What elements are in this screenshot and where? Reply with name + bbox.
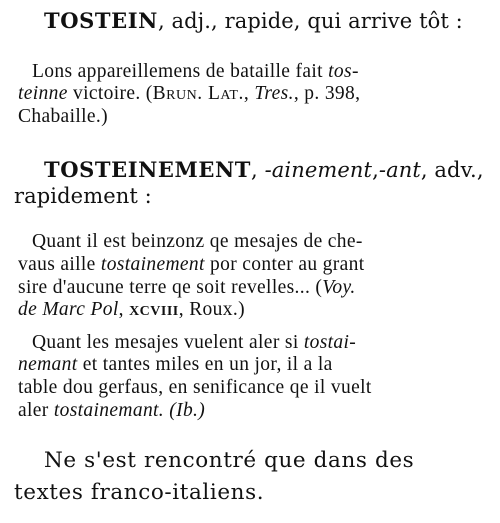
citation-italic: nemant [18,354,78,375]
citation-text: , [118,299,130,320]
citation-work: Tres. [254,83,294,104]
definition-tosteinement: rapidement : [14,184,152,208]
citation-line [32,332,356,354]
citation-text: Quant les mesajes vuelent aler si [32,332,304,353]
citation-italic: tostainemant. (Ib.) [53,400,206,421]
citation-text: sire d'aucune terre qe soit revelles... ( [18,277,323,298]
citation-source: de Marc Pol [18,299,119,320]
citation-author: Brun. Lat. [152,83,244,104]
citation-line: table dou gerfaus, en senificance qe il vuelt [18,377,372,398]
citation-line [32,61,359,83]
note-line: textes franco-italiens. [14,480,265,505]
citation-page: , p. 398, [293,83,361,104]
citation-text: victoire. ( [67,83,153,104]
citation-line [18,299,245,321]
citation-italic: tos- [328,61,359,82]
header-sep: , [372,158,379,182]
headword-tostein: TOSTEIN [44,8,158,33]
citation-line [18,106,108,128]
citation-text: et tantes miles en un jor, il a la [77,354,333,375]
citation-italic: tostainement [100,254,205,275]
citation-text: aler [18,400,54,421]
entry-tosteinement-header [44,157,484,182]
citation-line [18,400,205,422]
citation-text: Chabaille.) [18,106,108,127]
citation-text: Lons appareillemens de bataille fait [32,61,329,82]
citation-text: vaus aille [18,254,101,275]
definition-tostein: , adj., rapide, qui arrive tôt : [157,9,463,33]
variant-ainement: -ainement [264,158,373,182]
citation-line [18,254,364,276]
variant-ant: -ant [378,158,421,182]
citation-text: , Roux.) [178,299,245,320]
citation-italic: Voy. [322,277,356,298]
citation-chapter: xcviii [129,299,179,320]
citation-italic: tostai- [303,332,357,353]
citation-line [18,354,333,376]
citation-text: , [243,83,255,104]
citation-italic: teinne [18,83,68,104]
citation-text: por conter au grant [204,254,365,275]
headword-tosteinement: TOSTEINEMENT [44,157,252,182]
citation-line [18,277,356,299]
note-line: Ne s'est rencontré que dans des [44,448,415,473]
part-of-speech: , adv., [420,158,484,182]
citation-line [18,83,360,105]
citation-line: Quant il est beinzonz qe mesajes de che- [32,231,363,252]
header-sep: , [251,158,265,182]
entry-tostein-header [44,8,463,33]
